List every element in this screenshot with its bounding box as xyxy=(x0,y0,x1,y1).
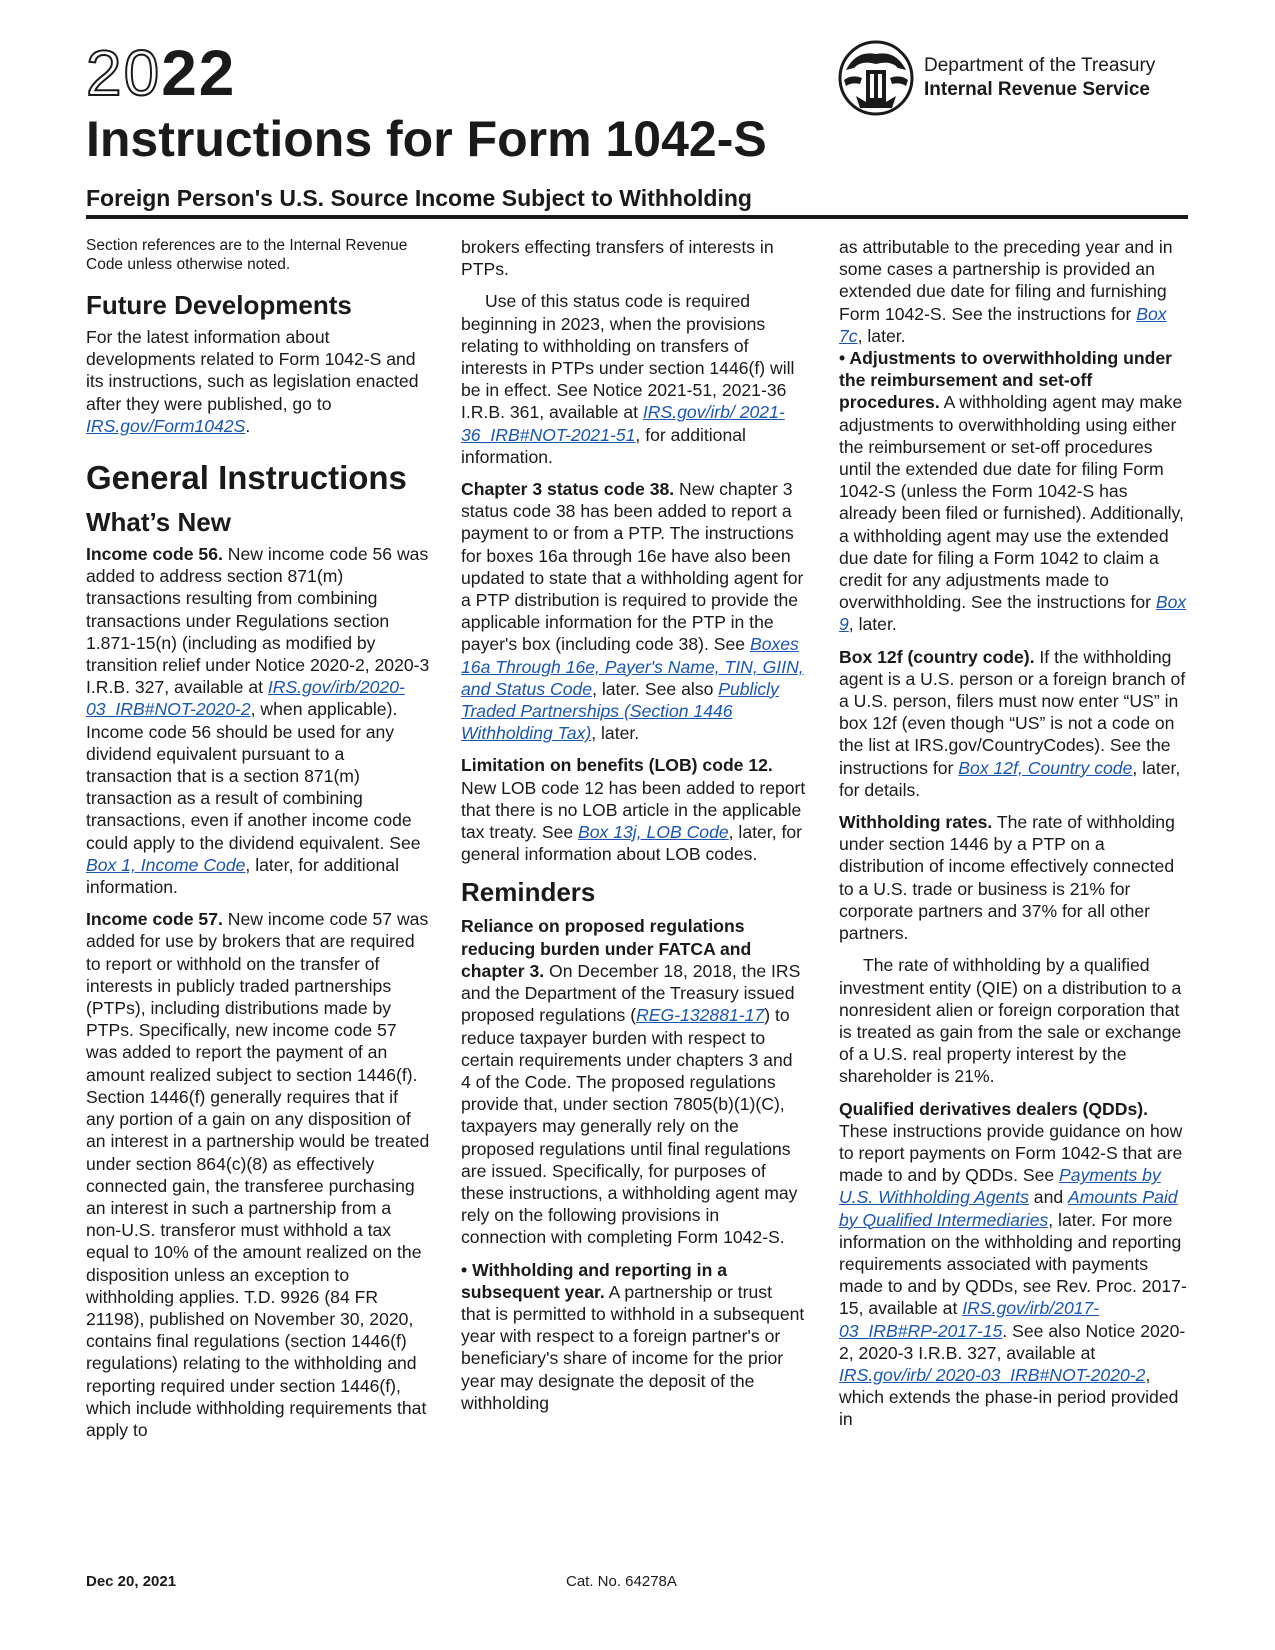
heading-future-developments: Future Developments xyxy=(86,290,352,320)
heading-whats-new: What’s New xyxy=(86,507,231,538)
document-subtitle: Foreign Person's U.S. Source Income Subject to Withholding xyxy=(86,185,752,211)
footer-cat-no: Cat. No. 64278A xyxy=(566,1573,677,1590)
link-payments-us-withholding-agents[interactable]: Payments by U.S. Withholding Agents xyxy=(839,1165,1161,1208)
link-box12f-country-code[interactable]: Box 12f, Country code xyxy=(958,757,1133,778)
paragraph-box12f: Box 12f (country code). If the withholding agent is a U.S. person or a foreign branch of a U.S. person, filers must now enter “US” in box 12f (even though “US” is not a code on the list at IRS.gov/CountryCodes). See the instructions for Box 12f, Country code, later, for details. xyxy=(839,646,1186,800)
link-amounts-paid-qi[interactable]: Amounts Paid by Qualified Intermediaries xyxy=(839,1187,1178,1230)
footer-date: Dec 20, 2021 xyxy=(86,1573,177,1590)
paragraph-qdds: Qualified derivatives dealers (QDDs). These instructions provide guidance on how to report payments on Form 1042-S that are made to and by QDDs. See Payments by U.S. Withholding Agents and Amounts Paid by Qualified Intermediaries, later. For more information on the withholding and reporting requirements associated with payments made to and by QDDs, see Rev. Proc. 2017-15, available at IRS.gov/irb/2017-03_IRB#RP-2017-15. See also Notice 2020-2, 2020-3 I.R.B. 327, available at IRS.gov/irb/ 2020-03_IRB#NOT-2020-2, which extends the phase-in period provided in xyxy=(839,1098,1187,1430)
link-irb-2021-36[interactable]: IRS.gov/irb/ 2021-36_IRB#NOT-2021-51 xyxy=(461,402,785,445)
paragraph-withholding-rates: Withholding rates. The rate of withholding under section 1446 by a PTP on a distribution of income effectively connected to a U.S. trade or business is 21% for corporate partners and 37% for all other partners. xyxy=(839,812,1175,944)
irs-eagle-seal-icon xyxy=(836,40,916,116)
paragraph-continued-col3: as attributable to the preceding year and in some cases a partnership is provided an extended due date for filing and furnishing Form 1042-S. See the instructions for Box 7c, later. xyxy=(839,237,1173,346)
heading-general-instructions: General Instructions xyxy=(86,459,407,497)
link-box13j-lob[interactable]: Box 13j, LOB Code xyxy=(578,822,729,843)
column-2 xyxy=(461,236,806,1414)
link-box7c[interactable]: Box 7c xyxy=(839,303,1167,346)
link-box9[interactable]: Box 9 xyxy=(839,592,1187,635)
bullet-icon: • xyxy=(839,348,850,369)
paragraph-lob-code-12: Limitation on benefits (LOB) code 12. New LOB code 12 has been added to report that there is no LOB article in the applicable tax treaty. See Box 13j, LOB Code, later, for general information about LOB codes. xyxy=(461,755,806,865)
link-box1-income-code[interactable]: Box 1, Income Code xyxy=(86,854,246,875)
form-year: 2022 xyxy=(86,37,237,109)
paragraph-chapter3-status-38: Chapter 3 status code 38. New chapter 3 status code 38 has been added to report a payment to or from a PTP. The instructions for boxes 16a through 16e have also been updated to state that a withholding agent for a PTP distribution is required to provide the applicable information for the PTP in the payer's box (including code 38). See Boxes 16a Through 16e, Payer's Name, TIN, GIIN, and Status Code, later. See also Publicly Traded Partnerships (Section 1446 Withholding Tax), later. xyxy=(461,479,804,744)
link-form1042s[interactable]: IRS.gov/Form1042S xyxy=(86,415,246,436)
column-3 xyxy=(839,236,1189,1441)
bullet-withholding-subsequent-year: • Withholding and reporting in a subsequent year. A partnership or trust that is permitted to withhold in a subsequent year with respect to a foreign partner's or beneficiary's share of income for the prior year may designate the deposit of the withholding xyxy=(461,1259,805,1413)
paragraph-income-code-57: Income code 57. New income code 57 was added for use by brokers that are required to report or withhold on the transfer of interests in publicly traded partnerships (PTPs), including distributions made by PTPs. Specifically, new income code 57 was added to report the payment of an amount realized subject to section 1446(f). Section 1446(f) generally requires that if any portion of a gain on any disposition of an interest in a partnership would be treated under section 864(c)(8) as effectively connected gain, the transferee purchasing an interest in such a partnership from a non-U.S. transferor must withhold a tax equal to 10% of the amount realized on the disposition unless an exception to withholding applies. T.D. 9926 (84 FR 21198), published on November 30, 2020, contains final regulations (section 1446(f) regulations) relating to the withholding and reporting required under section 1446(f), which include withholding requirements that apply to xyxy=(86,909,430,1440)
link-reg-132881-17[interactable]: REG-132881-17 xyxy=(636,1005,765,1026)
agency-block xyxy=(836,40,1155,116)
section-references-note: Section references are to the Internal Revenue Code unless otherwise noted. xyxy=(86,237,408,273)
paragraph-reliance-proposed-regs: Reliance on proposed regulations reducing burden under FATCA and chapter 3. On December 18, 2018, the IRS and the Department of the Treasury issued proposed regulations (REG-132881-17) to reduce taxpayer burden with respect to certain requirements under chapters 3 and 4 of the Code. The proposed regulations provide that, under section 7805(b)(1)(C), taxpayers may generally rely on the proposed regulations until final regulations are issued. Specifically, for purposes of these instructions, a withholding agent may rely on the following provisions in connection with completing Form 1042-S. xyxy=(461,916,801,1248)
paragraph-continued: brokers effecting transfers of interests in PTPs. xyxy=(461,237,774,280)
link-boxes-16a-16e[interactable]: Boxes 16a Through 16e, Payer's Name, TIN, GIIN, and Status Code xyxy=(461,634,804,699)
paragraph-qie-rate: The rate of withholding by a qualified investment entity (QIE) on a distribution to a nonresident alien or foreign corporation that is treated as gain from the sale or exchange of a U.S. real property interest by the shareholder is 21%. xyxy=(839,955,1182,1087)
link-ptp-1446[interactable]: Publicly Traded Partnerships (Section 1446 Withholding Tax) xyxy=(461,678,779,744)
agency-department: Department of the Treasury xyxy=(924,55,1156,76)
column-1 xyxy=(86,236,431,1451)
bullet-adjustments-overwithholding: • Adjustments to overwithholding under the reimbursement and set-off procedures. A withholding agent may make adjustments to overwithholding using either the reimbursement or set-off procedures until the extended due date for filing Form 1042-S (unless the Form 1042-S has already been filed or furnished). Additionally, a withholding agent may use the extended due date for filing a Form 1042 to claim a credit for any adjustments made to overwithholding. See the instructions for Box 9, later. xyxy=(839,348,1187,635)
link-irb-2020-03-col3[interactable]: IRS.gov/irb/ 2020-03_IRB#NOT-2020-2 xyxy=(839,1364,1146,1385)
bullet-icon: • xyxy=(461,1259,473,1280)
agency-irs: Internal Revenue Service xyxy=(924,79,1150,100)
heading-reminders: Reminders xyxy=(461,877,596,908)
header-rule xyxy=(86,215,1188,219)
paragraph-future-developments: For the latest information about developments related to Form 1042-S and its instructions, such as legislation enacted after they were published, go to IRS.gov/Form1042S. xyxy=(86,327,419,436)
link-irb-2017-03[interactable]: IRS.gov/irb/2017-03_IRB#RP-2017-15 xyxy=(839,1298,1100,1341)
paragraph-income-code-56: Income code 56. New income code 56 was added to address section 871(m) transactions resulting from combining transactions under Regulations section 1.871-15(n) (including as modified by transition relief under Notice 2020-2, 2020-3 I.R.B. 327, available at IRS.gov/irb/2020-03_IRB#NOT-2020-2, when applicable). Income code 56 should be used for any dividend equivalent pursuant to a transaction that is a section 871(m) transaction as a result of combining transactions, even if another income code could apply to the dividend equivalent. See Box 1, Income Code, later, for additional information. xyxy=(86,544,430,898)
document-title: Instructions for Form 1042-S xyxy=(86,111,767,167)
paragraph-status-code-required: Use of this status code is required beginning in 2023, when the provisions relating to withholding on transfers of interests in PTPs under section 1446(f) will be in effect. See Notice 2021-51, 2021-36 I.R.B. 361, available at IRS.gov/irb/ 2021-36_IRB#NOT-2021-51, for additional information. xyxy=(461,291,795,467)
link-irb-2020-03[interactable]: IRS.gov/irb/2020-03_IRB#NOT-2020-2 xyxy=(86,677,405,720)
